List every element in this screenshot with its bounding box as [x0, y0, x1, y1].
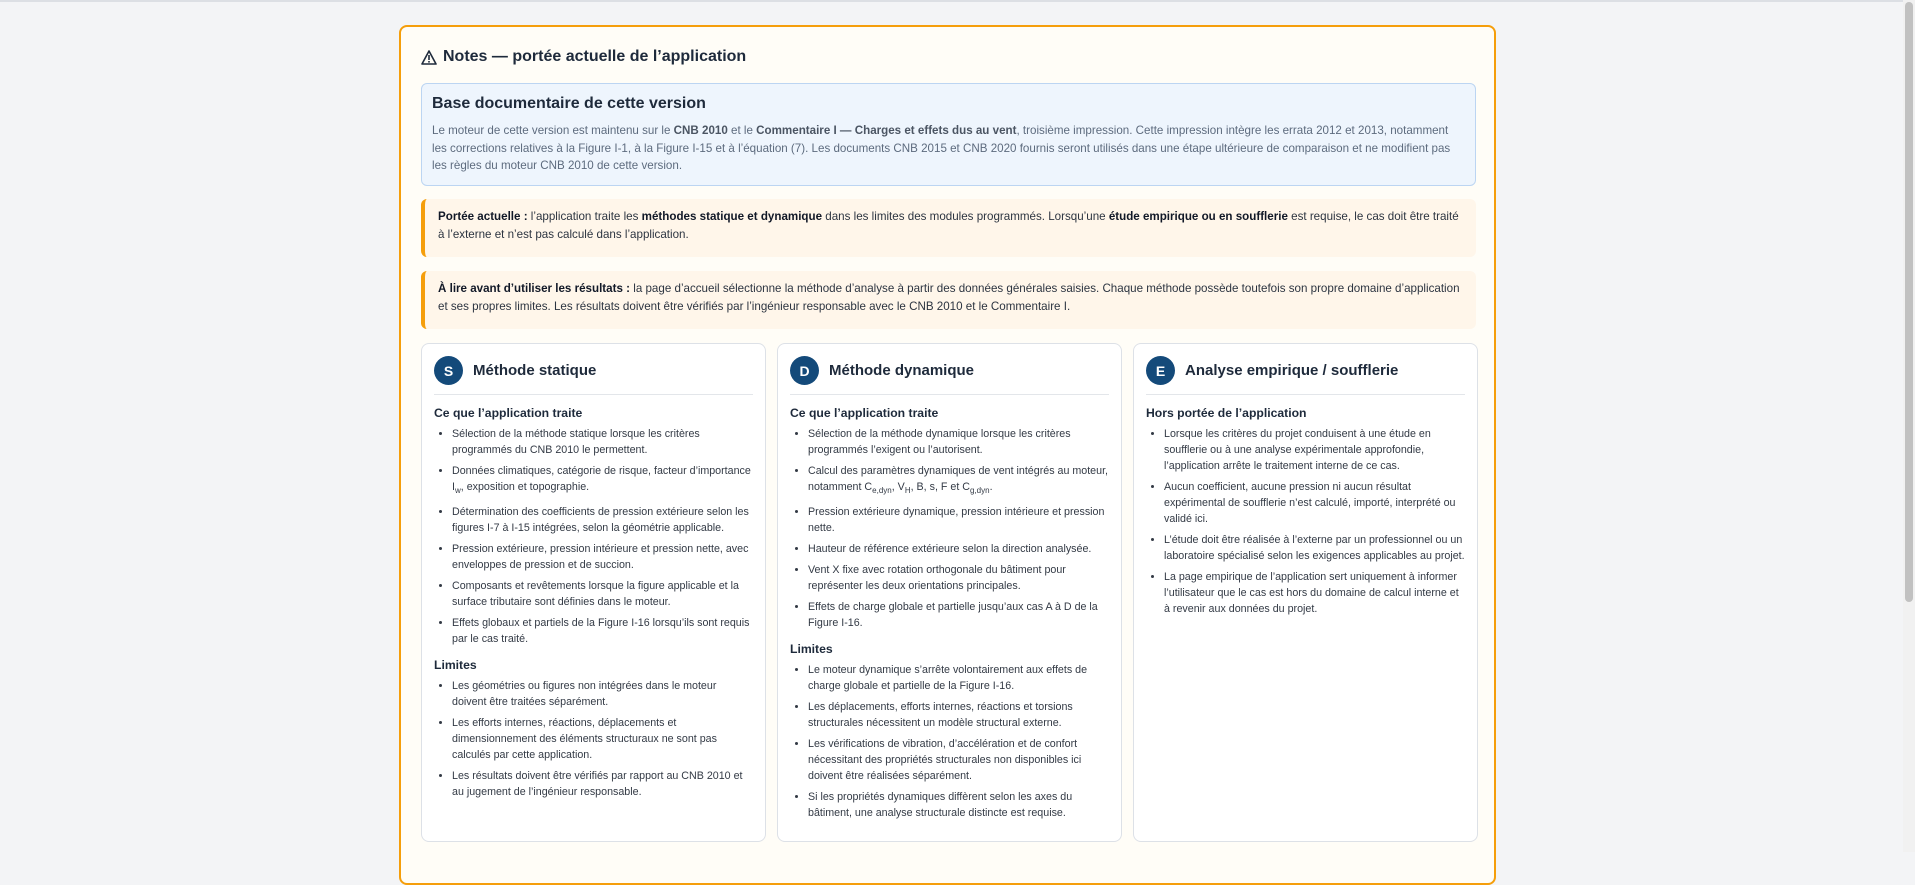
- card-title: Méthode dynamique: [829, 362, 975, 379]
- card-methode-statique: [421, 343, 766, 842]
- section-heading: Hors portée de l’application: [1146, 406, 1307, 420]
- avant-utiliser-note: À lire avant d’utiliser les résultats : la page d’accueil sélectionne la méthode d’analyse à partir des données générales saisies. Chaque méthode possède toutefois son propre domaine d’application et ses propres limites. Les résultats doivent être vérifiés par l’ingénieur responsable avec le CNB 2010 et le Commentaire I.: [421, 271, 1476, 329]
- card-title: Analyse empirique / soufflerie: [1185, 362, 1399, 379]
- base-title: Base documentaire de cette version: [432, 95, 706, 112]
- section-heading: Ce que l’application traite: [434, 406, 583, 420]
- scrollbar[interactable]: [1903, 0, 1915, 852]
- card-header: [790, 356, 1109, 395]
- list-item: • L’étude doit être réalisée à l’externe par un professionnel ou un laboratoire spécialisé selon les exigences applicables au projet.: [1164, 532, 1465, 564]
- list-item: • Pression extérieure dynamique, pression intérieure et pression nette.: [808, 504, 1109, 536]
- scope-list: [434, 426, 753, 647]
- card-methode-dynamique: [777, 343, 1122, 842]
- section-heading: Ce que l’application traite: [790, 406, 939, 420]
- top-border: [0, 0, 1903, 2]
- list-item: • Les vérifications de vibration, d’accélération et de confort nécessitant des propriétés structurales non disponibles ici doivent être réalisées séparément.: [808, 736, 1109, 784]
- list-item: • Les déplacements, efforts internes, réactions et torsions structurales nécessitent un modèle structural externe.: [808, 699, 1109, 731]
- card-analyse-empirique: [1133, 343, 1478, 842]
- list-item: • Lorsque les critères du projet conduisent à une étude en soufflerie ou à une analyse expérimentale approfondie, l’application arrête le traitement interne de ce cas.: [1164, 426, 1465, 474]
- list-item: • Les efforts internes, réactions, déplacements et dimensionnement des éléments structuraux ne sont pas calculés par cette application.: [452, 715, 753, 763]
- card-header: [434, 356, 753, 395]
- list-item: • Sélection de la méthode statique lorsque les critères programmés du CNB 2010 le permettent.: [452, 426, 753, 458]
- list-item: • Aucun coefficient, aucune pression ni aucun résultat expérimental de soufflerie n’est calculé, importé, interprété ou validé ici.: [1164, 479, 1465, 527]
- section-heading: Limites: [790, 642, 833, 657]
- base-documentaire-box: [421, 83, 1476, 186]
- warning-icon: [421, 50, 437, 65]
- list-item: • Composants et revêtements lorsque la figure applicable et la surface tributaire sont définies dans le moteur.: [452, 578, 753, 610]
- section-heading: Limites: [434, 658, 477, 673]
- list-item: • Effets de charge globale et partielle jusqu’aux cas A à D de la Figure I-16.: [808, 599, 1109, 631]
- limits-list: [434, 678, 753, 800]
- base-text: Le moteur de cette version est maintenu sur le CNB 2010 et le Commentaire I — Charges et effets dus au vent, troisième impression. Cette impression intègre les errata 2012 et 2013, notamment les corrections relatives à la Figure I-1, à la Figure I-15 et à l’équation (7). Les documents CNB 2015 et CNB 2020 fournis seront utilisés dans une étape ultérieure de comparaison et ne modifient pas les règles du moteur CNB 2010 de cette version.: [432, 124, 1451, 172]
- panel-title: [421, 48, 746, 66]
- notes-panel: [399, 25, 1496, 885]
- list-item: • Détermination des coefficients de pression extérieure selon les figures I-7 à I-15 intégrées, selon la géométrie applicable.: [452, 504, 753, 536]
- list-item: • Effets globaux et partiels de la Figure I-16 lorsqu’ils sont requis par le cas traité.: [452, 615, 753, 647]
- list-item: • Le moteur dynamique s’arrête volontairement aux effets de charge globale et partielle de la Figure I-16.: [808, 662, 1109, 694]
- list-item: • Les géométries ou figures non intégrées dans le moteur doivent être traitées séparément.: [452, 678, 753, 710]
- card-title: Méthode statique: [473, 362, 597, 379]
- card-header: [1146, 356, 1465, 395]
- list-item: • Calcul des paramètres dynamiques de vent intégrés au moteur, notamment $C_{e,dyn}$, $V_H$, B, s, F et $C_{g,dyn}$.: [808, 463, 1109, 499]
- list-item: • Hauteur de référence extérieure selon la direction analysée.: [808, 541, 1109, 557]
- list-item: • Les résultats doivent être vérifiés par rapport au CNB 2010 et au jugement de l’ingénieur responsable.: [452, 768, 753, 800]
- limits-list: [790, 662, 1109, 821]
- scrollbar-thumb[interactable]: [1905, 2, 1913, 602]
- method-badge: D: [790, 356, 819, 385]
- panel-title-text: Notes — portée actuelle de l’application: [443, 48, 747, 65]
- list-item: • La page empirique de l’application sert uniquement à informer l’utilisateur que le cas est hors du domaine de calcul interne et à revenir aux données du projet.: [1164, 569, 1465, 617]
- list-item: • Données climatiques, catégorie de risque, facteur d’importance $I_w$, exposition et topographie.: [452, 463, 753, 499]
- scope-list: [790, 426, 1109, 631]
- out-of-scope-list: [1146, 426, 1465, 617]
- portee-actuelle-note: Portée actuelle : l’application traite les méthodes statique et dynamique dans les limites des modules programmés. Lorsqu’une étude empirique ou en soufflerie est requise, le cas doit être traité à l’externe et n’est pas calculé dans l’application.: [421, 199, 1476, 257]
- method-badge: E: [1146, 356, 1175, 385]
- list-item: • Sélection de la méthode dynamique lorsque les critères programmés l’exigent ou l’autorisent.: [808, 426, 1109, 458]
- list-item: • Pression extérieure, pression intérieure et pression nette, avec enveloppes de pression et de succion.: [452, 541, 753, 573]
- method-badge: S: [434, 356, 463, 385]
- list-item: • Vent X fixe avec rotation orthogonale du bâtiment pour représenter les deux orientations principales.: [808, 562, 1109, 594]
- list-item: • Si les propriétés dynamiques diffèrent selon les axes du bâtiment, une analyse structurale distincte est requise.: [808, 789, 1109, 821]
